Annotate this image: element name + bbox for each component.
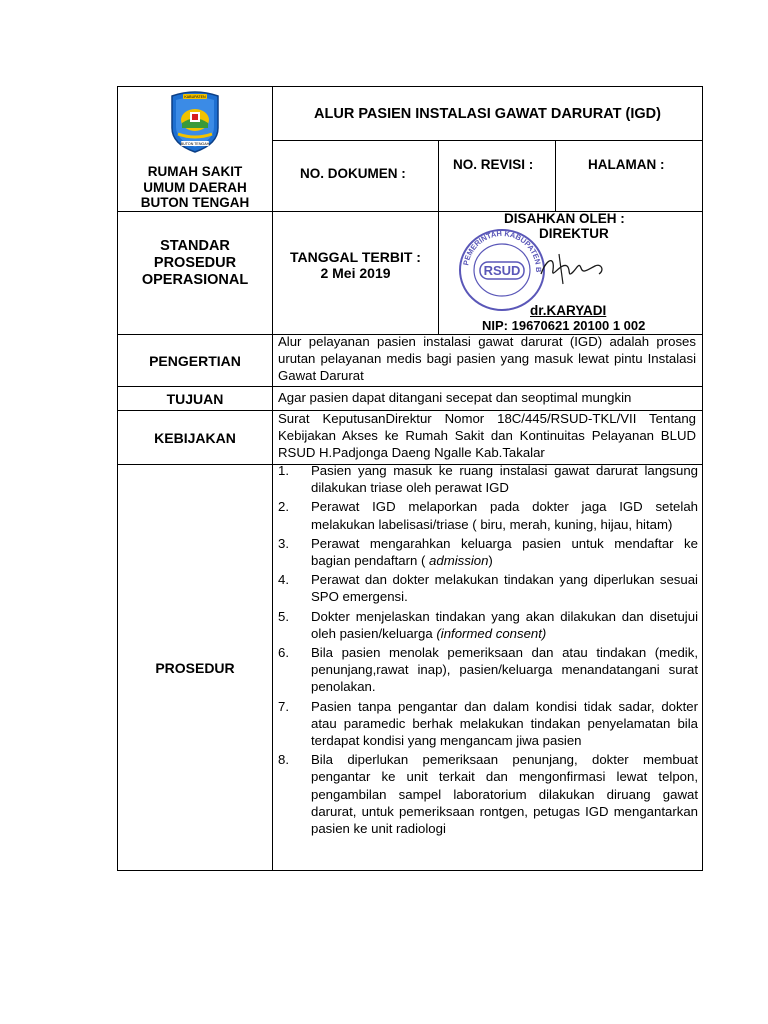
logo <box>168 90 222 154</box>
direktur-nip: NIP: 19670621 20100 1 002 <box>482 318 646 333</box>
step-text: Dokter menjelaskan tindakan yang akan dilakukan dan disetujui oleh pasien/keluarga <box>311 608 698 641</box>
logo-top-text: KABUPATEN <box>184 95 206 100</box>
step-text: Perawat IGD melaporkan pada dokter jaga IGD setelah melakukan labelisasi/triase ( biru, merah, kuning, hijau, hitam) <box>311 499 698 532</box>
institution-line-3: BUTON TENGAH <box>140 195 250 210</box>
header-divider-2 <box>555 140 556 211</box>
step-number: 8. <box>278 752 289 768</box>
border-bottom <box>117 870 703 871</box>
document-title: ALUR PASIEN INSTALASI GAWAT DARURAT (IGD) <box>314 105 661 122</box>
stamp-ring-text: PEMERINTAH KABUPATEN B <box>461 228 544 273</box>
step-text: Perawat mengarahkan keluarga pasien untuk mendaftar ke bagian pendaftarn ( <box>311 535 698 569</box>
sop-label <box>118 238 272 289</box>
kebijakan-text: Surat KeputusanDirektur Nomor 18C/445/RSUD-TKL/VII Tentang Kebijakan Akses ke Rumah Sakit dan Kontinuitas Pelayanan BLUD RSUD H.Padjonga Daeng Ngalle Kab.Takalar <box>278 411 696 461</box>
step-text: Pasien yang masuk ke ruang instalasi gawat darurat langsung dilakukan triase oleh perawat IGD <box>311 463 698 496</box>
border-right <box>702 86 703 871</box>
tanggal-value: 2 Mei 2019 <box>320 265 391 281</box>
step-number: 1. <box>278 463 289 478</box>
step-text: Bila diperlukan pemeriksaan penunjang, dokter membuat pengantar ke unit terkait dan mengonfirmasi lewat telpon, pengambilan sampel laboratorium dilakukan diruang gawat darurat, untuk pemeriksaan rontgen, petugas IGD mengantarkan pasien ke unit radiologi <box>311 752 698 837</box>
step-number: 3. <box>278 535 289 551</box>
title-bottom-line <box>272 140 703 141</box>
rsud-stamp <box>456 224 548 312</box>
sop-label-line-2: PROSEDUR <box>153 255 237 271</box>
no-dokumen-label: NO. DOKUMEN : <box>300 166 406 181</box>
prosedur-step <box>278 535 698 569</box>
step-number: 4. <box>278 572 289 588</box>
no-revisi-label: NO. REVISI : <box>453 157 534 172</box>
direktur-name: dr.KARYADI <box>530 303 607 318</box>
step-number: 7. <box>278 698 289 714</box>
prosedur-step <box>278 698 698 750</box>
step-number: 5. <box>278 608 289 624</box>
prosedur-step <box>278 571 698 605</box>
sop-label-line-3: OPERASIONAL <box>141 272 249 288</box>
logo-bottom-text: BUTON TENGAH <box>180 142 210 146</box>
tanggal-terbit <box>273 249 438 281</box>
tujuan-text: Agar pasien dapat ditangani secepat dan seoptimal mungkin <box>278 390 632 405</box>
prosedur-step <box>278 644 698 696</box>
pengertian-label: PENGERTIAN <box>149 352 241 369</box>
signature <box>537 248 609 288</box>
jabatan-label: DIREKTUR <box>539 226 609 241</box>
pengertian-text: Alur pelayanan pasien instalasi gawat darurat (IGD) adalah proses urutan pelayanan medis bagi pasien yang masuk lewat pintu Instalasi Gawat Darurat <box>278 334 696 384</box>
institution-line-1: RUMAH SAKIT <box>147 164 243 179</box>
step-text: Bila pasien menolak pemeriksaan dan atau tindakan (medik, penunjang,rawat inap), pasien/keluarga menandatangani surat penolakan. <box>311 645 698 695</box>
tujuan-label: TUJUAN <box>166 390 224 407</box>
institution-line-2: UMUM DAERAH <box>143 179 247 195</box>
column-divider <box>272 86 273 871</box>
sop-divider <box>438 211 439 334</box>
prosedur-step <box>278 498 698 532</box>
sop-label-line-1: STANDAR <box>160 238 230 254</box>
prosedur-steps <box>278 462 698 839</box>
step-text: Perawat dan dokter melakukan tindakan yang diperlukan sesuai SPO emergensi. <box>311 572 698 605</box>
step-italic-term: admission <box>429 553 489 569</box>
stamp-center-text: RSUD <box>483 263 521 278</box>
tanggal-label: TANGGAL TERBIT : <box>290 249 421 265</box>
halaman-label: HALAMAN : <box>588 157 665 172</box>
prosedur-label: PROSEDUR <box>155 659 235 676</box>
prosedur-step <box>278 608 698 642</box>
disahkan-label: DISAHKAN OLEH : <box>504 211 625 226</box>
kebijakan-label: KEBIJAKAN <box>154 429 236 446</box>
prosedur-step <box>278 751 698 837</box>
prosedur-step <box>278 462 698 496</box>
header-divider-1 <box>438 140 439 211</box>
institution-name <box>118 164 272 211</box>
step-text-tail: ) <box>488 553 493 569</box>
step-italic-term: (informed consent) <box>436 625 547 641</box>
step-number: 6. <box>278 645 289 661</box>
step-text: Pasien tanpa pengantar dan dalam kondisi tidak sadar, dokter atau paramedic berhak melakukan tindakan penyelamatan bila terdapat kondisi yang mengancam jiwa pasien <box>311 698 698 749</box>
step-number: 2. <box>278 499 289 515</box>
